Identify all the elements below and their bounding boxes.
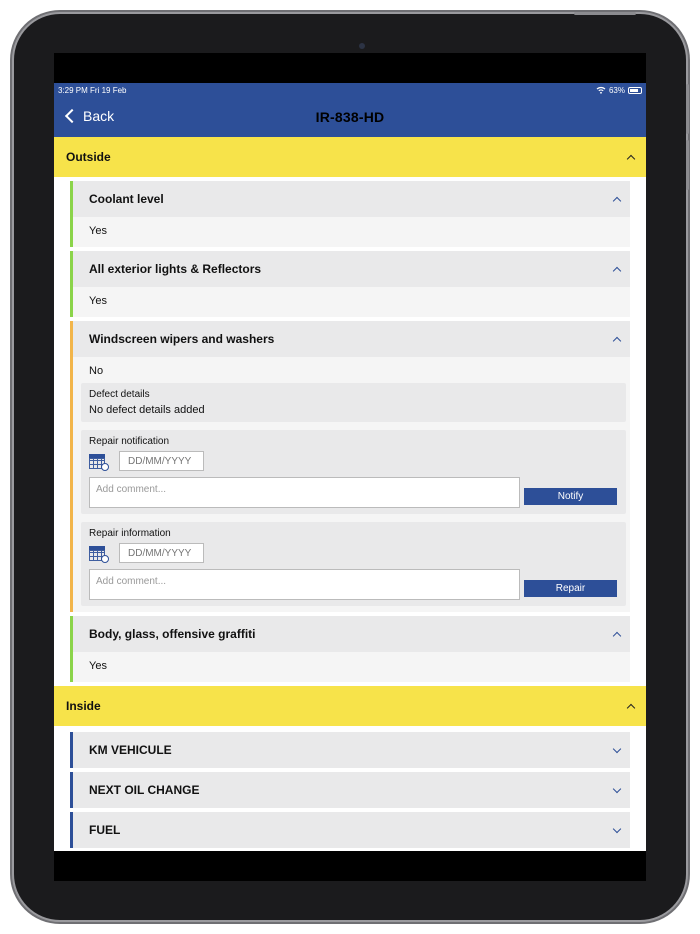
comment-row xyxy=(89,569,618,600)
chevron-up-icon xyxy=(613,336,621,344)
outside-items xyxy=(54,177,646,682)
section-header-outside[interactable] xyxy=(54,137,646,177)
battery-percent: 63% xyxy=(608,85,625,95)
date-row xyxy=(89,451,618,471)
check-item-label: FUEL xyxy=(89,823,121,837)
repair-information-date-input[interactable] xyxy=(119,543,204,563)
navigation-bar xyxy=(54,97,646,137)
defect-details-box xyxy=(81,383,626,422)
wifi-icon xyxy=(596,86,606,94)
check-item-label: Body, glass, offensive graffiti xyxy=(89,627,256,641)
check-item-header[interactable] xyxy=(73,321,630,357)
check-item-value: Yes xyxy=(73,287,630,317)
check-item-header[interactable] xyxy=(73,616,630,652)
chevron-down-icon xyxy=(613,824,621,832)
repair-notification-comment-input[interactable] xyxy=(89,477,520,508)
check-item-header[interactable] xyxy=(73,181,630,217)
check-item-fuel xyxy=(70,812,630,848)
chevron-up-icon xyxy=(613,631,621,639)
check-item-label: Windscreen wipers and washers xyxy=(89,332,275,346)
chevron-up-icon xyxy=(627,703,635,711)
page-title: IR-838-HD xyxy=(315,109,385,125)
repair-information-comment-input[interactable] xyxy=(89,569,520,600)
chevron-left-icon xyxy=(65,109,79,123)
check-item-header[interactable] xyxy=(73,251,630,287)
check-item-coolant xyxy=(70,181,630,247)
check-item-body xyxy=(73,357,630,612)
check-item-header[interactable] xyxy=(73,812,630,848)
status-bar xyxy=(54,83,646,97)
back-label: Back xyxy=(83,108,115,124)
calendar-clock-icon[interactable] xyxy=(89,544,107,562)
check-item-label: NEXT OIL CHANGE xyxy=(89,783,200,797)
chevron-up-icon xyxy=(613,196,621,204)
check-item-label: All exterior lights & Reflectors xyxy=(89,262,262,276)
check-item-header[interactable] xyxy=(73,732,630,768)
inside-items xyxy=(54,726,646,848)
check-item-wipers xyxy=(70,321,630,612)
chevron-down-icon xyxy=(613,784,621,792)
check-item-label: KM VEHICULE xyxy=(89,743,172,757)
repair-notification-date-input[interactable] xyxy=(119,451,204,471)
repair-notification-box xyxy=(81,430,626,514)
notify-button[interactable]: Notify xyxy=(524,488,617,505)
check-item-body-glass xyxy=(70,616,630,682)
battery-icon xyxy=(628,87,642,94)
status-right xyxy=(596,86,642,95)
check-item-value: No xyxy=(89,365,104,377)
chevron-down-icon xyxy=(613,744,621,752)
volume-up-button xyxy=(686,84,689,134)
repair-information-box xyxy=(81,522,626,606)
check-item-oil xyxy=(70,772,630,808)
repair-information-label: Repair information xyxy=(89,528,171,539)
defect-details-value: No defect details added xyxy=(89,404,205,416)
calendar-clock-icon[interactable] xyxy=(89,452,107,470)
section-title: Outside xyxy=(66,150,111,164)
comment-row xyxy=(89,477,618,508)
repair-button[interactable]: Repair xyxy=(524,580,617,597)
top-side-button xyxy=(574,12,636,15)
section-title: Inside xyxy=(66,699,101,713)
date-row xyxy=(89,543,618,563)
check-item-value: Yes xyxy=(73,652,630,682)
check-item-lights xyxy=(70,251,630,317)
repair-notification-label: Repair notification xyxy=(89,436,170,447)
check-item-value: Yes xyxy=(73,217,630,247)
volume-down-button xyxy=(686,140,689,190)
front-camera xyxy=(359,43,365,49)
defect-details-label: Defect details xyxy=(89,389,150,400)
chevron-up-icon xyxy=(613,266,621,274)
chevron-up-icon xyxy=(627,154,635,162)
check-item-header[interactable] xyxy=(73,772,630,808)
check-item-label: Coolant level xyxy=(89,192,164,206)
section-header-inside[interactable] xyxy=(54,686,646,726)
app-window xyxy=(54,83,646,851)
check-item-km xyxy=(70,732,630,768)
status-time: 3:29 PM Fri 19 Feb xyxy=(58,85,127,95)
screen xyxy=(54,53,646,881)
back-button[interactable] xyxy=(64,108,114,124)
